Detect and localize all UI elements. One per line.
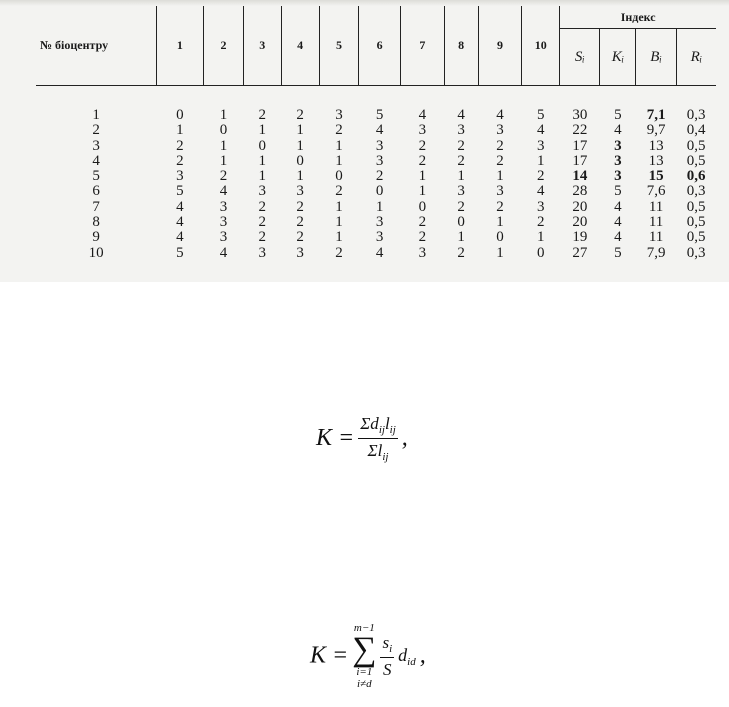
distance-cell: 3	[219, 198, 228, 215]
distance-cell: 1	[258, 152, 267, 169]
distance-cell: 3	[496, 183, 504, 200]
index-k-cell: 5	[614, 183, 622, 200]
index-b-cell: 13	[648, 137, 664, 154]
index-b-cell: 7,1	[646, 107, 666, 123]
distance-cell: 2	[335, 244, 343, 261]
distance-cell: 3	[375, 152, 384, 169]
index-k-cell: 4	[614, 198, 622, 215]
row-id: 4	[92, 152, 100, 169]
index-b-cell: 7,9	[646, 244, 666, 261]
distance-cell: 1	[457, 168, 465, 185]
distance-cell: 3	[457, 122, 465, 139]
col-header: 1	[156, 6, 203, 86]
index-k-cell: 3	[614, 137, 622, 154]
distance-cell: 0	[418, 198, 427, 215]
distance-cell: 2	[537, 214, 545, 231]
index-s-cell: 27	[572, 244, 588, 261]
formula-lhs: K =	[310, 642, 349, 669]
row-id: 9	[92, 229, 100, 246]
distance-cell: 4	[457, 107, 465, 123]
distance-cell: 1	[375, 198, 384, 215]
index-s-cell: 17	[572, 137, 588, 154]
index-k-cell: 5	[614, 244, 622, 261]
distance-cell: 2	[296, 214, 304, 231]
col-header: 5	[319, 6, 359, 86]
index-r-cell: 0,5	[686, 152, 706, 169]
distance-cell: 3	[375, 137, 384, 154]
distance-cell: 3	[457, 183, 465, 200]
index-b-cell: 11	[648, 214, 664, 231]
distance-cell: 2	[375, 168, 384, 185]
distance-cell: 4	[375, 244, 384, 261]
distance-cell: 2	[457, 198, 465, 215]
distance-cell: 1	[296, 137, 304, 154]
distance-cell: 4	[375, 122, 384, 139]
distance-cell: 4	[176, 229, 184, 246]
row-id: 2	[92, 122, 100, 139]
distance-cell: 0	[496, 229, 504, 246]
distance-cell: 1	[537, 152, 545, 169]
table-row	[36, 230, 716, 245]
table-region	[0, 0, 729, 282]
subscript: ij	[378, 424, 385, 436]
distance-cell: 2	[258, 229, 267, 246]
index-k-cell: 4	[614, 229, 622, 246]
distance-cell: 1	[496, 214, 504, 231]
index-col-header: Rᵢ	[676, 29, 716, 86]
distance-cell: 5	[375, 107, 384, 123]
table-row	[36, 184, 716, 199]
distance-cell: 2	[176, 152, 184, 169]
subscript: i	[389, 642, 393, 655]
distance-cell: 5	[176, 244, 184, 261]
distance-cell: 1	[335, 137, 343, 154]
denominator	[358, 441, 398, 463]
distance-cell: 1	[176, 122, 184, 139]
index-b-cell: 13	[648, 152, 664, 169]
distance-cell: 1	[418, 183, 427, 200]
distance-cell: 5	[176, 183, 184, 200]
index-r-cell: 0,3	[686, 107, 706, 123]
distance-cell: 2	[418, 229, 427, 246]
distance-cell: 1	[335, 214, 343, 231]
distance-cell: 3	[418, 122, 427, 139]
distance-cell: 2	[258, 107, 267, 123]
index-s-cell: 20	[572, 198, 588, 215]
index-b-cell: 7,6	[646, 183, 666, 200]
sum-condition: i≠d	[357, 678, 372, 690]
index-r-cell: 0,5	[686, 198, 706, 215]
numerator	[358, 414, 398, 436]
index-b-cell: 11	[648, 198, 664, 215]
table-row	[36, 215, 716, 230]
distance-cell: 1	[219, 152, 228, 169]
distance-cell: 3	[496, 122, 504, 139]
denominator-text: Σl	[367, 441, 383, 460]
distance-cell: 4	[219, 183, 228, 200]
distance-cell: 0	[219, 122, 228, 139]
fraction-bar	[358, 438, 398, 439]
distance-cell: 1	[258, 122, 267, 139]
distance-cell: 1	[335, 198, 343, 215]
index-b-cell: 11	[648, 229, 664, 246]
index-r-cell: 0,4	[686, 122, 706, 139]
distance-cell: 3	[258, 183, 267, 200]
subscript: ij	[389, 424, 396, 436]
index-s-cell: 17	[572, 152, 588, 169]
denominator: S	[383, 659, 392, 679]
distance-cell: 3	[219, 229, 228, 246]
distance-cell: 0	[258, 137, 267, 154]
formula-tail: ,	[419, 642, 426, 669]
sum-symbol	[352, 622, 376, 690]
row-id: 6	[92, 183, 100, 200]
distance-cell: 2	[418, 137, 427, 154]
row-id: 1	[92, 107, 100, 123]
sum-lower: i=1	[356, 666, 373, 678]
table-row	[36, 86, 716, 124]
table-row	[36, 169, 716, 184]
index-col-header: Bᵢ	[636, 29, 676, 86]
table-row	[36, 154, 716, 169]
numerator-text: Σd	[360, 414, 379, 433]
index-s-cell: 22	[572, 122, 588, 139]
index-k-cell: 3	[614, 168, 622, 185]
sum-upper: m−1	[353, 622, 375, 634]
row-id: 10	[88, 244, 104, 261]
col-header: 7	[401, 6, 445, 86]
distance-cell: 2	[496, 152, 504, 169]
col-header: 10	[522, 6, 560, 86]
formula-k-sum	[310, 622, 450, 702]
distance-cell: 2	[457, 137, 465, 154]
table-row	[36, 200, 716, 215]
table-row	[36, 123, 716, 138]
index-group-header: Індекс	[560, 6, 716, 29]
distance-cell: 3	[375, 214, 384, 231]
distance-cell: 2	[296, 229, 304, 246]
col-header: 3	[243, 6, 281, 86]
subscript: ij	[382, 451, 389, 463]
index-k-cell: 4	[614, 214, 622, 231]
distance-cell: 2	[258, 198, 267, 215]
distance-cell: 0	[335, 168, 343, 185]
distance-cell: 2	[496, 198, 504, 215]
distance-cell: 4	[219, 244, 228, 261]
index-s-cell: 19	[572, 229, 588, 246]
distance-cell: 1	[537, 229, 545, 246]
row-id: 3	[92, 137, 100, 154]
distance-cell: 3	[418, 244, 427, 261]
distance-cell: 1	[296, 122, 304, 139]
distance-cell: 3	[537, 198, 545, 215]
index-k-cell: 3	[614, 152, 622, 169]
index-r-cell: 0,5	[686, 214, 706, 231]
col-header: 9	[478, 6, 522, 86]
distance-cell: 2	[457, 152, 465, 169]
subscript: id	[407, 655, 416, 668]
header-biocenter: № біоцентру	[40, 38, 109, 52]
distance-cell: 3	[258, 244, 267, 261]
distance-cell: 0	[296, 152, 304, 169]
distance-cell: 1	[496, 168, 504, 185]
index-s-cell: 28	[572, 183, 588, 200]
distance-cell: 0	[375, 183, 384, 200]
formula-tail: ,	[401, 425, 408, 451]
distance-cell: 2	[219, 168, 228, 185]
term-text: d	[398, 644, 408, 665]
index-r-cell: 0,3	[686, 244, 706, 261]
distance-cell: 0	[457, 214, 465, 231]
distance-cell: 3	[296, 183, 304, 200]
index-r-cell: 0,6	[686, 168, 706, 185]
index-b-cell: 15	[648, 168, 664, 185]
index-s-cell: 14	[572, 168, 588, 185]
col-header: 6	[359, 6, 401, 86]
index-k-cell: 4	[614, 122, 622, 139]
index-b-cell: 9,7	[646, 122, 666, 139]
distance-cell: 2	[258, 214, 267, 231]
distance-cell: 3	[537, 137, 545, 154]
index-s-cell: 30	[572, 107, 588, 123]
distance-cell: 3	[296, 244, 304, 261]
distance-cell: 4	[496, 107, 504, 123]
distance-cell: 4	[176, 214, 184, 231]
distance-cell: 1	[219, 107, 228, 123]
distance-cell: 2	[176, 137, 184, 154]
fraction	[358, 414, 398, 463]
distance-cell: 0	[176, 107, 184, 123]
formula-lhs: K =	[316, 425, 355, 451]
col-header: 4	[281, 6, 319, 86]
distance-cell: 3	[176, 168, 184, 185]
distance-cell: 1	[335, 229, 343, 246]
distance-cell: 1	[496, 244, 504, 261]
numerator-text: l	[384, 414, 390, 433]
index-k-cell: 5	[614, 107, 622, 123]
biocenter-distance-table	[36, 6, 716, 261]
row-id: 8	[92, 214, 100, 231]
distance-cell: 1	[457, 229, 465, 246]
distance-cell: 1	[258, 168, 267, 185]
distance-cell: 4	[537, 122, 545, 139]
table-row	[36, 139, 716, 154]
col-header: 2	[204, 6, 244, 86]
numerator	[380, 633, 394, 655]
col-header: 8	[444, 6, 478, 86]
formula-k-weighted	[316, 414, 466, 474]
index-col-header: Kᵢ	[600, 29, 636, 86]
row-id: 7	[92, 198, 100, 215]
distance-cell: 1	[418, 168, 427, 185]
row-id: 5	[92, 168, 100, 185]
distance-cell: 3	[375, 229, 384, 246]
distance-cell: 2	[335, 183, 343, 200]
distance-cell: 2	[296, 107, 304, 123]
distance-cell: 3	[335, 107, 343, 123]
distance-cell: 2	[496, 137, 504, 154]
index-r-cell: 0,5	[686, 229, 706, 246]
distance-cell: 1	[219, 137, 228, 154]
distance-cell: 4	[418, 107, 427, 123]
distance-cell: 4	[537, 183, 545, 200]
distance-cell: 2	[537, 168, 545, 185]
index-r-cell: 0,5	[686, 137, 706, 154]
term	[398, 644, 416, 668]
index-s-cell: 20	[572, 214, 588, 231]
table-row	[36, 246, 716, 261]
fraction-bar	[380, 657, 394, 658]
distance-cell: 4	[176, 198, 184, 215]
distance-cell: 5	[537, 107, 545, 123]
index-col-header: Sᵢ	[560, 29, 600, 86]
distance-cell: 0	[537, 244, 545, 261]
distance-cell: 2	[457, 244, 465, 261]
distance-cell: 1	[296, 168, 304, 185]
table-body	[36, 86, 716, 261]
distance-cell: 2	[335, 122, 343, 139]
distance-cell: 2	[418, 152, 427, 169]
distance-cell: 2	[296, 198, 304, 215]
index-r-cell: 0,3	[686, 183, 706, 200]
distance-cell: 2	[418, 214, 427, 231]
sigma-icon: ∑	[352, 631, 377, 668]
numerator-text: s	[382, 632, 390, 652]
distance-cell: 1	[335, 152, 343, 169]
distance-cell: 3	[219, 214, 228, 231]
fraction	[380, 633, 394, 680]
